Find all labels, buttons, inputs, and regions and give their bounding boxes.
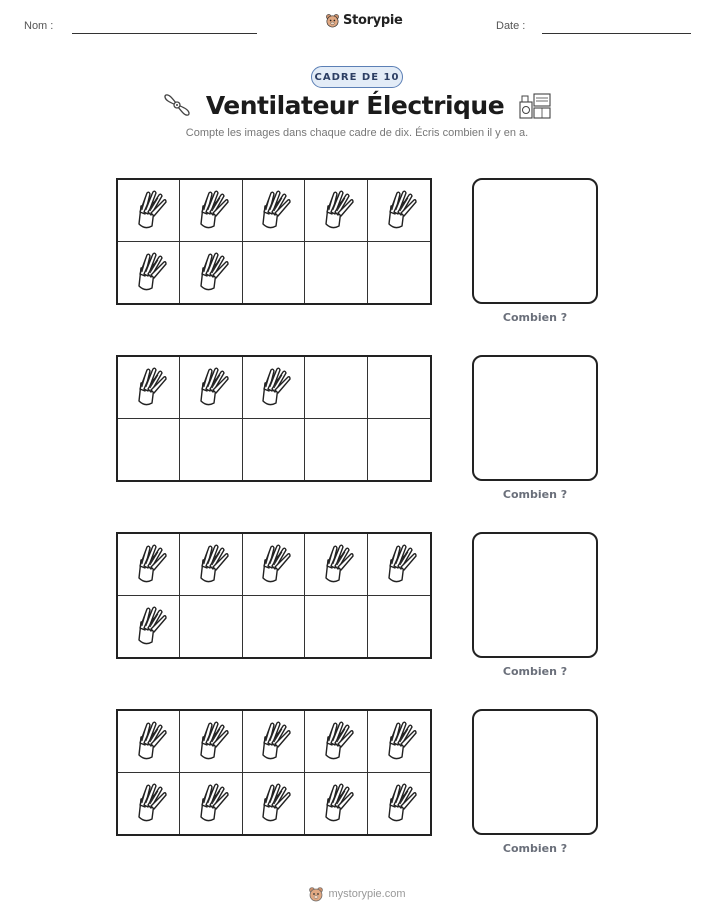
- ten-frame-cell: [368, 180, 430, 242]
- ten-frame-cell: [368, 242, 430, 304]
- fan-blades-icon: [191, 542, 231, 586]
- fan-blades-icon: [129, 542, 169, 586]
- fan-blades-icon: [129, 365, 169, 409]
- ten-frame-cell: [368, 534, 430, 596]
- fan-blades-icon: [129, 781, 169, 825]
- answer-box[interactable]: [472, 178, 598, 304]
- fan-blades-icon: [191, 250, 231, 294]
- ten-frame-cell: [118, 180, 180, 242]
- ten-frame-cell: [305, 773, 367, 835]
- brand-logo: [325, 13, 403, 28]
- fan-blades-icon: [316, 781, 356, 825]
- ten-frame-cell: [180, 357, 242, 419]
- ten-frame-cell: [118, 357, 180, 419]
- ten-frame-cell: [180, 419, 242, 481]
- ten-frame-cell: [368, 357, 430, 419]
- answer-box[interactable]: [472, 355, 598, 481]
- answer-box[interactable]: [472, 532, 598, 658]
- fan-blades-icon: [191, 781, 231, 825]
- answer-label: Combien ?: [502, 311, 568, 324]
- ten-frame-cell: [368, 773, 430, 835]
- bear-logo-icon: [308, 886, 324, 902]
- ten-frame-cell: [368, 711, 430, 773]
- ten-frame-cell: [118, 242, 180, 304]
- name-line: [72, 33, 257, 34]
- fan-blades-icon: [316, 542, 356, 586]
- ten-frame-cell: [180, 180, 242, 242]
- page-title: Ventilateur Électrique: [205, 90, 505, 120]
- ten-frame-cell: [305, 711, 367, 773]
- footer-url: mystorypie.com: [328, 888, 406, 900]
- fan-blades-icon: [316, 188, 356, 232]
- ten-frame-cell: [243, 773, 305, 835]
- fan-blades-icon: [191, 719, 231, 763]
- ten-frame: [116, 709, 432, 836]
- bear-logo-icon: [325, 13, 340, 28]
- fan-blades-icon: [191, 188, 231, 232]
- fan-blades-icon: [253, 365, 293, 409]
- fan-blades-icon: [253, 719, 293, 763]
- fan-blades-icon: [191, 365, 231, 409]
- ten-frame-cell: [118, 773, 180, 835]
- instructions: Compte les images dans chaque cadre de dix. Écris combien il y en a.: [185, 127, 529, 139]
- date-line: [542, 33, 691, 34]
- ten-frame-cell: [243, 357, 305, 419]
- answer-label: Combien ?: [502, 665, 568, 678]
- ten-frame-cell: [368, 419, 430, 481]
- ten-frame-cell: [180, 242, 242, 304]
- ten-frame-cell: [243, 419, 305, 481]
- fan-icon: [162, 90, 192, 120]
- ten-frame-cell: [305, 180, 367, 242]
- ten-frame-cell: [243, 596, 305, 658]
- ten-frame-cell: [305, 242, 367, 304]
- ten-frame-cell: [305, 419, 367, 481]
- ten-frame-cell: [180, 534, 242, 596]
- ten-frame-cell: [243, 711, 305, 773]
- fan-blades-icon: [379, 719, 419, 763]
- ten-frame: [116, 355, 432, 482]
- brand-name: Storypie: [343, 13, 403, 28]
- fan-blades-icon: [253, 188, 293, 232]
- ten-frame-cell: [305, 596, 367, 658]
- ten-frame-cell: [243, 180, 305, 242]
- ten-frame-cell: [243, 242, 305, 304]
- fan-blades-icon: [129, 719, 169, 763]
- ten-frame: [116, 532, 432, 659]
- date-label: Date :: [496, 20, 526, 32]
- answer-label: Combien ?: [502, 488, 568, 501]
- fan-blades-icon: [379, 781, 419, 825]
- fan-blades-icon: [379, 188, 419, 232]
- title-row: [0, 90, 714, 120]
- ten-frame-cell: [118, 711, 180, 773]
- fan-blades-icon: [129, 604, 169, 648]
- ten-frame: [116, 178, 432, 305]
- answer-label: Combien ?: [502, 842, 568, 855]
- fan-blades-icon: [379, 542, 419, 586]
- fan-blades-icon: [316, 719, 356, 763]
- ten-frame-cell: [118, 596, 180, 658]
- fan-blades-icon: [253, 542, 293, 586]
- name-label: Nom :: [24, 20, 54, 32]
- answer-box[interactable]: [472, 709, 598, 835]
- ten-frame-cell: [368, 596, 430, 658]
- ten-frame-cell: [180, 596, 242, 658]
- worksheet-type-badge: CADRE DE 10: [311, 66, 403, 88]
- fan-blades-icon: [129, 188, 169, 232]
- ten-frame-cell: [305, 357, 367, 419]
- ten-frame-cell: [180, 773, 242, 835]
- footer: [0, 886, 714, 902]
- fan-blades-icon: [253, 781, 293, 825]
- ten-frame-cell: [243, 534, 305, 596]
- ten-frame-cell: [118, 419, 180, 481]
- fan-blades-icon: [129, 250, 169, 294]
- ten-frame-cell: [180, 711, 242, 773]
- appliances-icon: [518, 90, 552, 120]
- ten-frame-cell: [118, 534, 180, 596]
- ten-frame-cell: [305, 534, 367, 596]
